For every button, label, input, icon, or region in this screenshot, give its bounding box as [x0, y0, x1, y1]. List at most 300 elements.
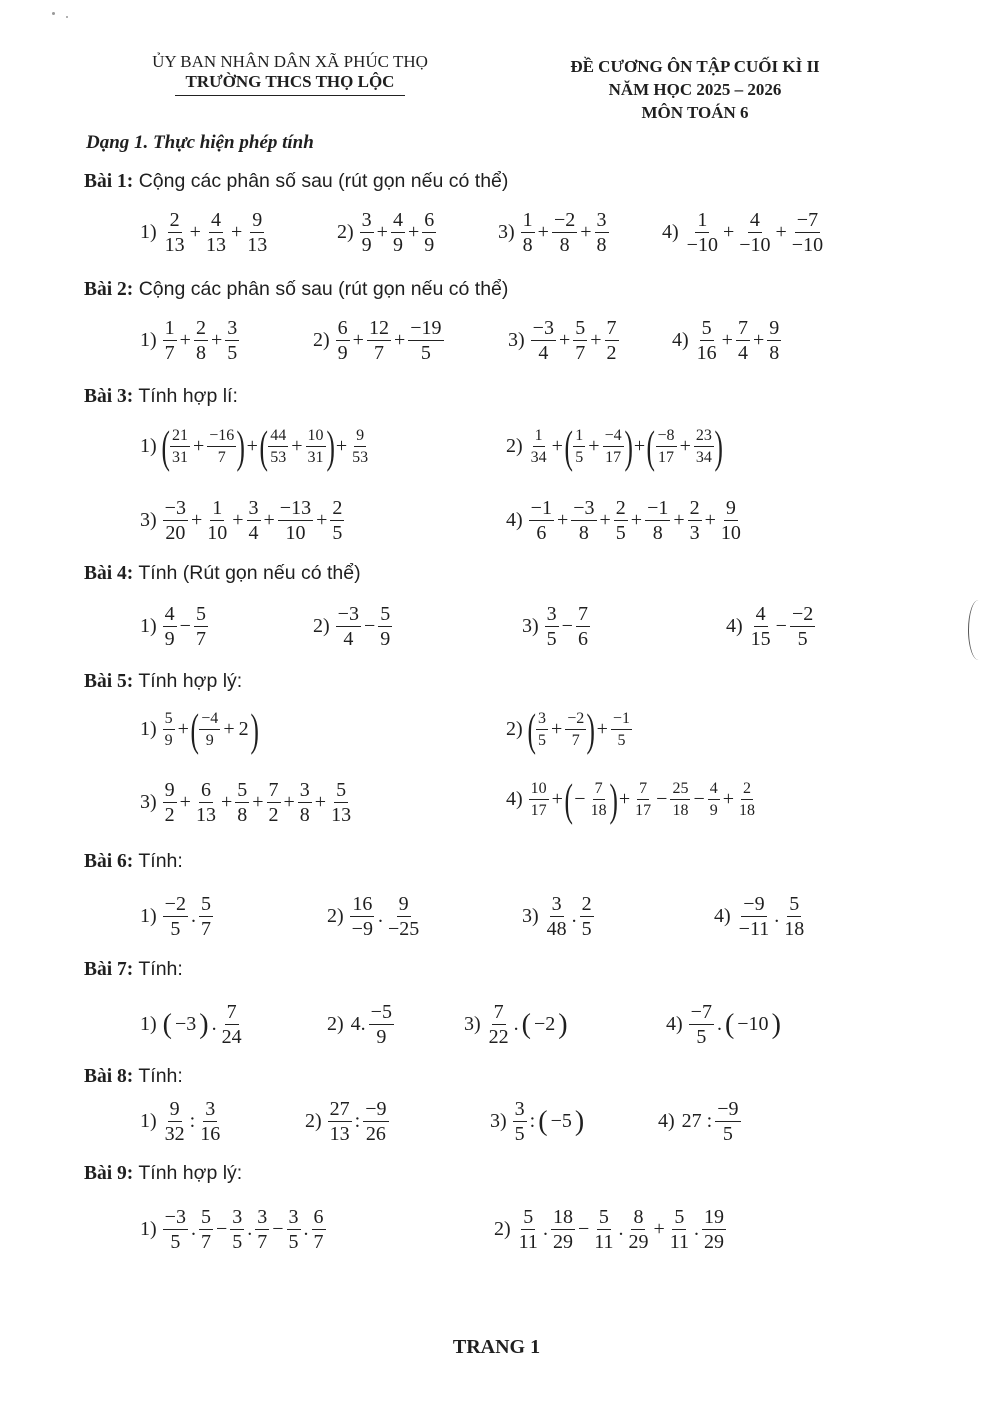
denominator: 9	[709, 802, 718, 819]
operator: −	[215, 1218, 228, 1240]
denominator: 9	[164, 732, 173, 749]
exercise-number: 3)	[464, 1013, 481, 1035]
operator: +	[246, 435, 258, 457]
subject: MÔN TOÁN 6	[641, 103, 749, 122]
fraction	[220, 1000, 244, 1049]
exercise	[140, 208, 270, 257]
exercise	[506, 496, 744, 545]
denominator: 8	[578, 522, 589, 544]
denominator: 8	[596, 234, 607, 256]
fraction	[247, 496, 261, 545]
exercise-number: 2)	[313, 329, 330, 351]
denominator: 10	[207, 522, 228, 544]
denominator: 7	[373, 342, 384, 364]
numerator: 4	[392, 209, 403, 231]
parenthesis: )	[771, 1008, 781, 1040]
numerator: −7	[796, 209, 819, 231]
fraction	[199, 1205, 213, 1254]
denominator: 8	[769, 342, 780, 364]
exercise-number: 3)	[140, 791, 157, 813]
exercise-number: 2)	[506, 718, 523, 740]
fraction	[255, 1205, 269, 1254]
exercise-number: 4)	[672, 329, 689, 351]
exercise-number: 4)	[658, 1110, 675, 1132]
exercise-number: 3)	[498, 221, 515, 243]
numerator: 5	[674, 1206, 685, 1228]
operator: +	[580, 221, 592, 243]
denominator: 8	[299, 804, 310, 826]
numerator: 1	[212, 497, 223, 519]
operator: +	[376, 221, 388, 243]
numerator: −1	[647, 497, 669, 519]
operator: .	[716, 1013, 722, 1035]
numerator: 9	[769, 317, 780, 339]
operator: .	[247, 1218, 253, 1240]
operator: +	[596, 718, 608, 740]
fraction	[531, 316, 556, 365]
denominator: 7	[200, 1231, 211, 1253]
denominator: 9	[205, 732, 214, 749]
exercise-number: 2)	[327, 905, 344, 927]
parenthesis: )	[574, 1105, 585, 1137]
numerator: 9	[725, 497, 736, 519]
denominator: 15	[750, 628, 771, 650]
denominator: 8	[559, 234, 570, 256]
denominator: 9	[424, 234, 435, 256]
numerator: −2	[553, 209, 576, 231]
exercise-number: 2)	[337, 221, 354, 243]
exercise	[140, 1097, 223, 1146]
numerator: 10	[529, 778, 549, 800]
operator: −	[693, 788, 705, 810]
fraction	[199, 708, 220, 751]
operator: +	[189, 221, 201, 243]
fraction	[552, 208, 577, 257]
operator: .	[571, 905, 577, 927]
fraction	[298, 778, 312, 827]
exercise-number: 1)	[140, 718, 157, 740]
denominator: −25	[387, 918, 420, 940]
operator: −	[272, 1218, 284, 1240]
numerator: 5	[575, 317, 586, 339]
fraction	[207, 425, 236, 468]
denominator: 7	[200, 918, 211, 940]
bai-text: Tính:	[138, 958, 183, 980]
numerator: 7	[637, 778, 649, 800]
operator: 4.	[350, 1013, 366, 1035]
fraction	[287, 1205, 301, 1254]
fraction	[626, 1205, 650, 1254]
fraction	[230, 1205, 244, 1254]
numerator: 9	[252, 209, 263, 231]
numerator: 44	[268, 425, 288, 447]
denominator: 7	[313, 1231, 324, 1253]
header-underline	[175, 95, 405, 96]
fraction	[685, 208, 720, 257]
numerator: 1	[533, 425, 545, 447]
fraction	[163, 778, 177, 827]
exercise	[327, 1000, 395, 1049]
operator: +	[599, 509, 611, 531]
exercise-number: 1)	[140, 1110, 157, 1132]
parenthesis: (	[162, 1008, 172, 1040]
operator: +	[177, 718, 189, 740]
fraction	[551, 1205, 575, 1254]
exercise	[508, 316, 620, 365]
fraction	[163, 602, 177, 651]
numerator: −9	[743, 893, 765, 915]
fraction	[350, 425, 370, 468]
fraction	[656, 425, 677, 468]
numerator: 3	[227, 317, 238, 339]
denominator: 2	[268, 804, 279, 826]
denominator: 5	[514, 1123, 525, 1145]
denominator: 18	[590, 802, 607, 819]
numerator: 5	[200, 1206, 211, 1228]
operator: +	[588, 435, 600, 457]
fraction	[670, 778, 690, 821]
numerator: 4	[755, 603, 766, 625]
numerator: 1	[697, 209, 708, 231]
numerator: 2	[615, 497, 626, 519]
numerator: 3	[596, 209, 607, 231]
fraction	[529, 496, 554, 545]
parenthesis: )	[236, 420, 246, 472]
denominator: 9	[392, 234, 403, 256]
page-number: TRANG 1	[452, 1336, 541, 1358]
numerator: 21	[170, 425, 190, 447]
operator: +	[679, 435, 691, 457]
denominator: 2	[606, 342, 617, 364]
numerator: 27	[329, 1098, 350, 1120]
numerator: 5	[163, 708, 175, 730]
denominator: −11	[738, 918, 770, 940]
numerator: 4	[708, 778, 720, 800]
bai-4-heading	[84, 562, 361, 585]
bai-label: Bài 3:	[84, 386, 134, 407]
denominator: 20	[165, 522, 186, 544]
fraction	[235, 778, 249, 827]
numerator: 3	[361, 209, 372, 231]
operator: +	[316, 509, 328, 531]
numerator: 1	[522, 209, 533, 231]
fraction	[767, 316, 781, 365]
exercise	[140, 778, 354, 827]
numerator: 19	[704, 1206, 725, 1228]
exercise	[313, 602, 393, 651]
numerator: 3	[514, 1098, 525, 1120]
numerator: −3	[164, 1206, 186, 1228]
numerator: 9	[164, 779, 175, 801]
operator: 2	[238, 718, 249, 740]
numerator: 4	[164, 603, 175, 625]
numerator: −2	[791, 603, 814, 625]
denominator: 8	[237, 804, 248, 826]
numerator: 1	[164, 317, 175, 339]
fraction	[350, 892, 375, 941]
operator: .	[377, 905, 383, 927]
bai-5-heading	[84, 670, 242, 693]
denominator: 5	[615, 522, 626, 544]
fraction	[363, 1097, 388, 1146]
denominator: 7	[217, 449, 226, 466]
denominator: 13	[331, 804, 352, 826]
denominator: 5	[575, 449, 584, 466]
fraction	[225, 316, 239, 365]
operator: +	[190, 509, 203, 531]
exercise	[140, 420, 371, 472]
bai-label: Bài 2:	[84, 279, 134, 300]
denominator: 16	[696, 342, 717, 364]
denominator: 6	[536, 522, 547, 544]
numerator: 6	[337, 317, 348, 339]
fraction	[163, 208, 187, 257]
denominator: 5	[581, 918, 592, 940]
fraction	[170, 425, 190, 468]
bai-6-heading	[84, 850, 183, 873]
fraction	[573, 316, 587, 365]
denominator: 13	[205, 234, 226, 256]
denominator: 32	[164, 1123, 185, 1145]
exercise-number: 1)	[140, 221, 157, 243]
fraction	[689, 1000, 714, 1049]
denominator: 26	[365, 1123, 386, 1145]
numerator: 3	[536, 708, 548, 730]
document-title: ĐỀ CƯƠNG ÔN TẬP CUỐI KÌ II	[570, 57, 820, 76]
denominator: 13	[164, 234, 185, 256]
fraction	[336, 602, 361, 651]
fraction	[267, 778, 281, 827]
exercise	[522, 892, 595, 941]
operator: .	[774, 905, 780, 927]
header-left	[100, 52, 480, 96]
exercise-number: 1)	[140, 615, 157, 637]
bai-text: Tính hợp lý:	[138, 1162, 243, 1184]
numerator: 25	[670, 778, 690, 800]
fraction	[329, 778, 353, 827]
bai-label: Bài 5:	[84, 671, 134, 692]
operator: .	[542, 1218, 548, 1240]
fraction	[576, 602, 590, 651]
numerator: −3	[573, 497, 595, 519]
exercise-number: 2)	[327, 1013, 344, 1035]
operator: +	[775, 221, 787, 243]
numerator: −3	[337, 603, 359, 625]
exercise	[666, 1000, 782, 1049]
denominator: 4	[538, 342, 549, 364]
denominator: 3	[689, 522, 700, 544]
denominator: 5	[227, 342, 238, 364]
operator: +	[551, 718, 563, 740]
fraction	[565, 708, 586, 751]
fraction	[205, 496, 229, 545]
denominator: 16	[200, 1123, 221, 1145]
bai-text: Cộng các phân số sau (rút gọn nếu có thể)	[138, 170, 509, 192]
numerator: −7	[690, 1001, 712, 1023]
parenthesis: (	[538, 1105, 548, 1137]
numerator: 7	[606, 317, 617, 339]
exercise	[506, 773, 758, 825]
operator: +	[551, 435, 563, 457]
fraction	[573, 425, 585, 468]
numerator: 5	[789, 893, 800, 915]
numerator: 6	[313, 1206, 324, 1228]
denominator: 5	[420, 342, 431, 364]
denominator: −9	[351, 918, 373, 940]
exercise	[140, 892, 214, 941]
fraction	[336, 316, 350, 365]
operator: +	[407, 221, 420, 243]
fraction	[369, 1000, 394, 1049]
exercise-number: 1)	[140, 329, 157, 351]
numerator: 2	[581, 893, 592, 915]
numerator: −9	[717, 1098, 739, 1120]
scan-mark	[968, 600, 989, 660]
denominator: 13	[247, 234, 268, 256]
fraction	[245, 208, 269, 257]
numerator: 5	[195, 603, 206, 625]
operator: −5	[550, 1110, 572, 1132]
denominator: 11	[518, 1231, 538, 1253]
fraction	[328, 1097, 352, 1146]
denominator: 17	[658, 449, 675, 466]
section-title: Dạng 1. Thực hiện phép tính	[86, 132, 314, 153]
exercise-number: 4)	[714, 905, 731, 927]
parenthesis: (	[564, 773, 573, 825]
bai-8-heading	[84, 1065, 183, 1088]
denominator: 5	[170, 918, 181, 940]
denominator: 9	[380, 628, 391, 650]
bai-9-heading	[84, 1162, 242, 1185]
exercise	[464, 1000, 569, 1049]
exercise	[662, 208, 826, 257]
numerator: 5	[380, 603, 391, 625]
operator: +	[630, 509, 643, 531]
denominator: 5	[288, 1231, 299, 1253]
numerator: 16	[352, 893, 373, 915]
fraction	[517, 1205, 540, 1254]
denominator: 11	[594, 1231, 614, 1253]
numerator: 4	[749, 209, 760, 231]
operator: −10	[737, 1013, 769, 1035]
parenthesis: (	[259, 420, 268, 472]
fraction	[163, 892, 188, 941]
fraction	[737, 208, 772, 257]
numerator: 3	[248, 497, 259, 519]
fraction	[378, 602, 392, 651]
operator: +	[179, 791, 191, 813]
denominator: −10	[739, 234, 771, 256]
numerator: −16	[207, 425, 236, 447]
header-right	[520, 55, 870, 124]
numerator: 5	[523, 1206, 534, 1228]
operator: +	[558, 329, 571, 351]
exercise-number: 2)	[305, 1110, 322, 1132]
denominator: 5	[232, 1231, 243, 1253]
parenthesis: )	[325, 420, 335, 472]
denominator: 5	[332, 522, 343, 544]
fraction	[367, 316, 391, 365]
denominator: 7	[164, 342, 175, 364]
numerator: 7	[577, 603, 588, 625]
denominator: 17	[605, 449, 622, 466]
school-name: TRƯỜNG THCS THỌ LỘC	[185, 72, 395, 91]
exercise-number: 1)	[140, 435, 157, 457]
denominator: −10	[791, 234, 824, 256]
bai-label: Bài 4:	[84, 563, 134, 584]
fraction	[312, 1205, 326, 1254]
exercise	[726, 602, 816, 651]
fraction	[278, 496, 313, 545]
operator: .	[190, 905, 196, 927]
operator: +	[230, 221, 243, 243]
fraction	[529, 425, 549, 468]
operator: −2	[534, 1013, 556, 1035]
fraction	[163, 1205, 188, 1254]
numerator: 2	[741, 778, 753, 800]
exercise-number: 4)	[506, 788, 523, 810]
numerator: 3	[299, 779, 310, 801]
parenthesis: (	[190, 703, 199, 755]
denominator: 7	[257, 1231, 268, 1253]
bai-text: Tính:	[138, 850, 183, 872]
operator: +	[210, 329, 223, 351]
fraction	[611, 708, 632, 751]
numerator: 3	[546, 603, 557, 625]
bai-text: Tính (Rút gọn nếu có thể)	[138, 562, 361, 584]
numerator: 3	[288, 1206, 299, 1228]
exercise-number: 1)	[140, 1218, 157, 1240]
fraction	[603, 425, 624, 468]
exercise	[313, 316, 445, 365]
numerator: −8	[656, 425, 677, 447]
denominator: 9	[376, 1026, 387, 1048]
denominator: 7	[195, 628, 206, 650]
denominator: 17	[635, 802, 652, 819]
denominator: 13	[195, 804, 216, 826]
numerator: −5	[370, 1001, 392, 1023]
numerator: 23	[694, 425, 714, 447]
numerator: 2	[332, 497, 343, 519]
operator: +	[283, 791, 295, 813]
numerator: 7	[593, 778, 605, 800]
fraction	[198, 1097, 222, 1146]
numerator: 7	[493, 1001, 504, 1023]
exercise	[506, 703, 633, 755]
denominator: 5	[538, 732, 546, 749]
operator: +	[752, 329, 765, 351]
numerator: 3	[257, 1206, 268, 1228]
bai-text: Cộng các phân số sau (rút gọn nếu có thể)	[138, 278, 509, 300]
parenthesis: (	[521, 1008, 531, 1040]
parenthesis: )	[609, 773, 618, 825]
denominator: 34	[695, 449, 712, 466]
numerator: 9	[169, 1098, 180, 1120]
parenthesis: (	[564, 420, 573, 472]
fraction	[702, 1205, 726, 1254]
operator: +	[179, 329, 191, 351]
operator: .	[618, 1218, 624, 1240]
parenthesis: (	[161, 420, 170, 472]
parenthesis: )	[714, 420, 723, 472]
fraction	[360, 208, 374, 257]
numerator: −4	[199, 708, 220, 730]
operator: +	[556, 509, 569, 531]
exercise	[140, 602, 209, 651]
numerator: −3	[532, 317, 554, 339]
fraction	[614, 496, 628, 545]
operator: +	[551, 788, 563, 810]
